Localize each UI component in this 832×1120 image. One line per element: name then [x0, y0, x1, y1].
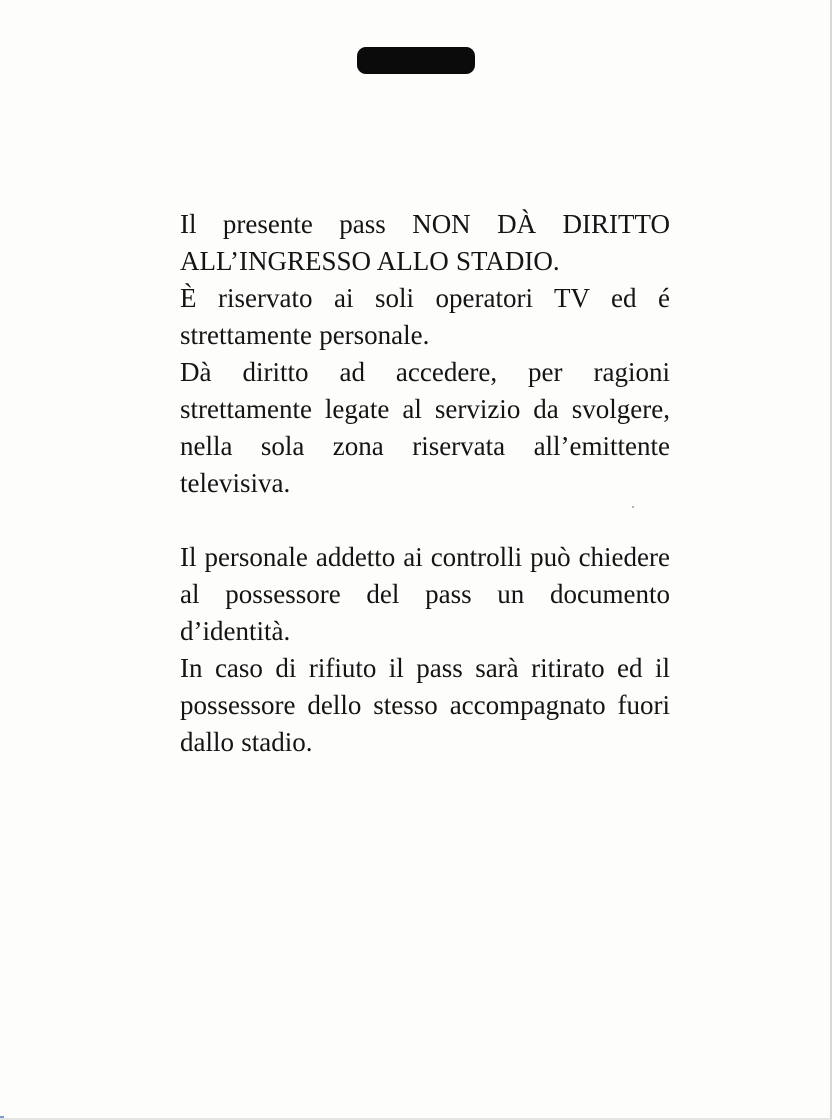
notice-paragraph: Il presente pass NON DÀ DIRITTO ALL’INGRESSO ALLO STADIO. [180, 209, 670, 276]
notice-paragraph: Il personale addetto ai controlli può chiedere al possessore del pass un documento d’identità. [180, 542, 670, 646]
notice-paragraph: In caso di rifiuto il pass sarà ritirato ed il possessore dello stesso accompagnato fuori dallo stadio. [180, 653, 670, 757]
notice-paragraph: Dà diritto ad accedere, per ragioni strettamente legate al servizio da svolgere, nella sola zona riservata all’emittente televisiva. [180, 357, 670, 498]
notice-text [180, 206, 670, 761]
lanyard-slot [357, 47, 475, 74]
scan-edge-mark [0, 1116, 4, 1118]
notice-paragraph: È riservato ai soli operatori TV ed é strettamente personale. [180, 283, 670, 350]
print-speck [632, 506, 634, 508]
paragraph-spacer [180, 502, 670, 539]
